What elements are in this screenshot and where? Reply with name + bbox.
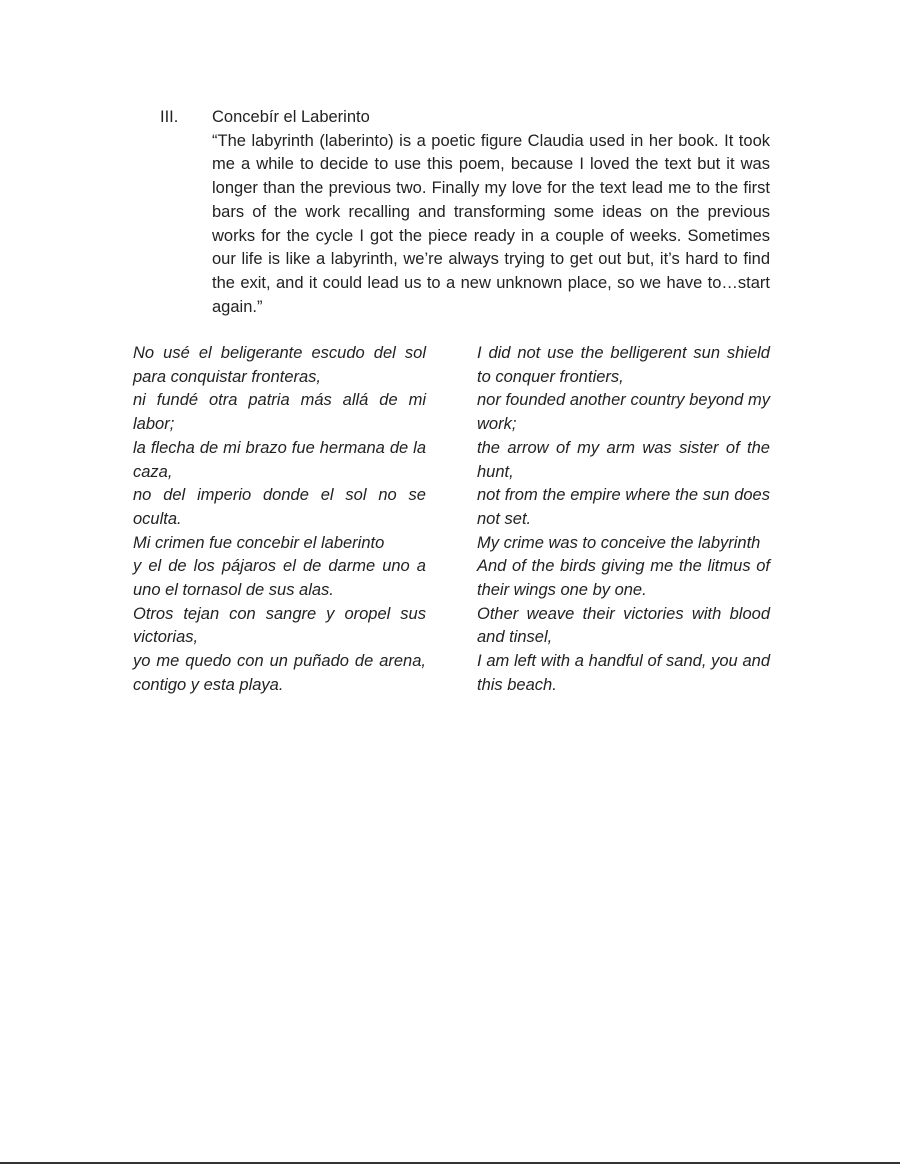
poem-line-es: no del imperio donde el sol no se oculta. <box>133 486 426 528</box>
poem-line-en: And of the birds giving me the litmus of their wings one by one. <box>477 557 770 600</box>
poem-line-es: No usé el beligerante escudo del sol para conquistar fronteras, <box>133 344 426 386</box>
section-numeral: III. <box>160 108 179 126</box>
poem-line-en: My crime was to conceive the labyrinth <box>477 533 761 552</box>
poem-line-es: la flecha de mi brazo fue hermana de la caza, <box>133 438 426 481</box>
poem-spanish-column <box>133 342 426 698</box>
poem-line-en: I am left with a handful of sand, you and this beach. <box>477 652 770 694</box>
poem-line-es: Mi crimen fue concebir el laberinto <box>133 533 385 552</box>
poem-line-en: the arrow of my arm was sister of the hunt, <box>477 438 770 481</box>
section-title: Concebír el Laberinto <box>212 108 370 126</box>
poem-line-en: not from the empire where the sun does not set. <box>477 486 770 528</box>
poem-line-en: Other weave their victories with blood and tinsel, <box>477 604 770 647</box>
section-paragraph: “The labyrinth (laberinto) is a poetic figure Claudia used in her book. It took me a while to decide to use this poem, because I loved the text but it was longer than the previous two. Finally my love for the text lead me to the first bars of the work recalling and transforming some ideas on the previous works for the cycle I got the piece ready in a couple of weeks. Sometimes our life is like a labyrinth, we’re always trying to get out but, it’s hard to find the exit, and it could lead us to a new unknown place, so we have to…start again.” <box>212 131 770 316</box>
poem-line-es: ni fundé otra patria más allá de mi labor; <box>133 391 426 434</box>
poem-line-en: I did not use the belligerent sun shield to conquer frontiers, <box>477 344 770 386</box>
section-heading <box>160 106 770 130</box>
poem-line-es: yo me quedo con un puñado de arena, contigo y esta playa. <box>133 652 426 694</box>
poem-line-es: Otros tejan con sangre y oropel sus victorias, <box>133 604 426 647</box>
poem-english-column <box>477 342 770 698</box>
poem-line-es: y el de los pájaros el de darme uno a uno el tornasol de sus alas. <box>133 557 426 600</box>
section-iii <box>160 106 770 319</box>
poem-line-en: nor founded another country beyond my work; <box>477 391 770 434</box>
